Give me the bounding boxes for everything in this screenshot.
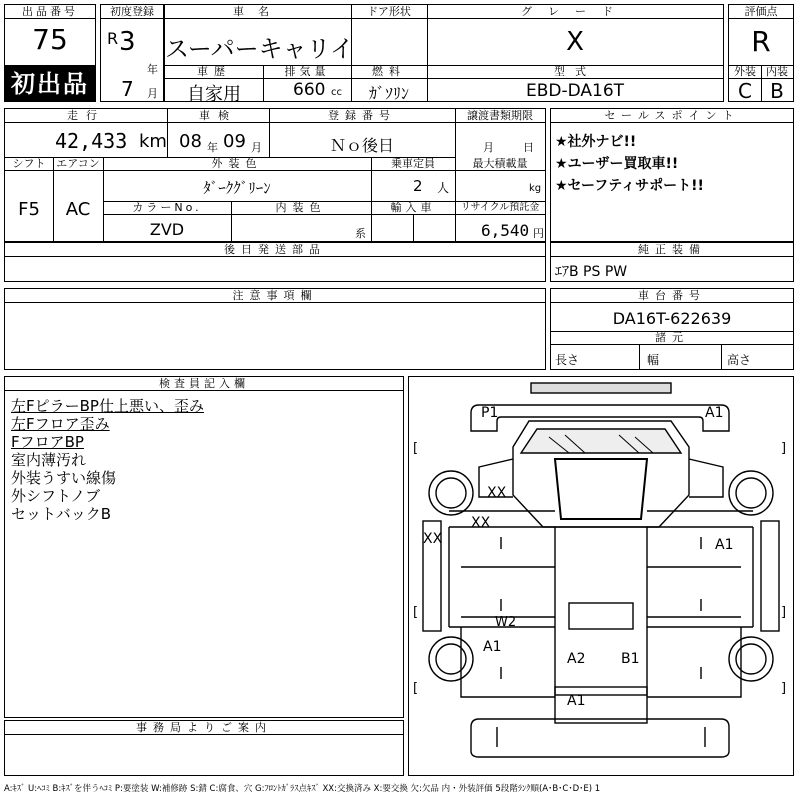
inspector-label: 検査員記入欄 bbox=[5, 377, 403, 391]
color-label: 外装色 bbox=[103, 157, 371, 171]
first-listing-badge: 初出品 bbox=[4, 66, 96, 102]
damage-mark: B1 bbox=[621, 651, 640, 667]
color-no: ZVD bbox=[149, 220, 185, 239]
model-label: 型式 bbox=[427, 65, 723, 79]
registration-label: 登録番号 bbox=[269, 109, 455, 123]
truck-diagram bbox=[409, 377, 793, 775]
inspector-line: 左Fフロア歪み bbox=[11, 415, 110, 433]
displacement: 660 bbox=[293, 80, 326, 100]
office-box bbox=[4, 720, 404, 776]
import-label: 輸入車 bbox=[371, 201, 455, 215]
fuel-label: 燃料 bbox=[351, 65, 427, 79]
inspector-line: 室内薄汚れ bbox=[11, 451, 87, 469]
damage-mark: XX bbox=[471, 515, 491, 531]
recycle: 6,540 bbox=[481, 221, 530, 240]
diagram-bracket: [ bbox=[413, 441, 419, 456]
equipment-box bbox=[550, 242, 794, 282]
chassis-number: DA16T-622639 bbox=[612, 309, 732, 328]
model: EBD-DA16T bbox=[525, 81, 625, 101]
chassis-box bbox=[550, 288, 794, 370]
office-label: 事務局よりご案内 bbox=[5, 721, 403, 735]
car-name: スーパーキャリイ bbox=[165, 35, 354, 63]
interior-color-label: 内装色 bbox=[231, 201, 371, 215]
max-load-label: 最大積載量 bbox=[455, 157, 545, 171]
shift: F5 bbox=[18, 199, 40, 220]
inspector-box bbox=[4, 376, 404, 718]
damage-mark: A1 bbox=[705, 405, 724, 421]
score-label: 評価点 bbox=[729, 5, 793, 19]
fuel: ｶﾞｿﾘﾝ bbox=[368, 84, 409, 103]
history: 自家用 bbox=[187, 84, 241, 105]
color: ﾀﾞｰｸｸﾞﾘｰﾝ bbox=[203, 179, 271, 197]
legend-text: A:ｷｽﾞ U:ﾍｺﾐ B:ｷｽﾞを伴うﾍｺﾐ P:要塗装 W:補修跡 S:錆 C:腐食、穴 G:ﾌﾛﾝﾄｶﾞﾗｽ点ｷｽﾞ XX:交換済み X:要交換 欠:欠品 内・外装評価 5段階ﾗﾝｸ順(A･B･C･D･E) 1 bbox=[4, 784, 601, 794]
sales-point-item: ★セーフティサポート!! bbox=[555, 178, 704, 194]
inspector-line: 外装うすい線傷 bbox=[11, 469, 117, 487]
history-label: 車歴 bbox=[165, 65, 263, 79]
lot-number: 75 bbox=[32, 23, 68, 56]
height-label: 高さ bbox=[727, 353, 752, 367]
damage-mark: A1 bbox=[483, 639, 502, 655]
equipment-value: ｴｱB PS PW bbox=[555, 264, 628, 280]
door-label: ドア形状 bbox=[351, 5, 427, 19]
grade: X bbox=[566, 27, 584, 57]
lot-number-box bbox=[4, 4, 96, 66]
chassis-label: 車台番号 bbox=[551, 289, 793, 303]
displacement-label: 排気量 bbox=[263, 65, 351, 79]
displacement-unit: cc bbox=[331, 87, 342, 98]
vehicle-header-box bbox=[164, 4, 724, 105]
transfer-month-unit: 月 bbox=[483, 141, 494, 154]
width-label: 幅 bbox=[647, 353, 660, 367]
diagram-bracket: ] bbox=[781, 681, 787, 696]
damage-diagram-box bbox=[408, 376, 794, 776]
era-year: 3 bbox=[119, 27, 136, 57]
month: 7 bbox=[121, 77, 134, 101]
sales-points-box bbox=[550, 108, 794, 242]
damage-mark: A1 bbox=[567, 693, 586, 709]
era: R bbox=[107, 29, 119, 48]
recycle-unit: 円 bbox=[533, 227, 544, 240]
diagram-bracket: [ bbox=[413, 605, 419, 620]
inspector-line: 外シフトノブ bbox=[11, 487, 101, 505]
diagram-bracket: [ bbox=[413, 681, 419, 696]
sales-point-item: ★ユーザー買取車!! bbox=[555, 156, 679, 172]
mileage-unit: km bbox=[139, 131, 167, 152]
mileage-label: 走行 bbox=[5, 109, 167, 123]
later-parts-box bbox=[4, 242, 546, 282]
mileage: 42,433 bbox=[55, 129, 128, 153]
transfer-day-unit: 日 bbox=[523, 141, 534, 154]
inspector-line: FフロアBP bbox=[11, 433, 84, 451]
inspection-year-unit: 年 bbox=[207, 141, 218, 154]
transfer-label: 譲渡書類期限 bbox=[455, 109, 545, 123]
first-registration-label: 初度登録 bbox=[101, 5, 163, 19]
year-unit: 年 bbox=[147, 63, 158, 76]
max-load-unit: kg bbox=[529, 183, 542, 194]
shift-label: シフト bbox=[5, 157, 53, 171]
notes-box bbox=[4, 288, 546, 370]
lot-number-label: 出品番号 bbox=[5, 5, 95, 19]
grade-label: グレード bbox=[427, 5, 723, 19]
interior-color-suffix: 系 bbox=[355, 227, 366, 240]
month-unit: 月 bbox=[147, 87, 158, 100]
diagram-bracket: ] bbox=[781, 441, 787, 456]
score-box bbox=[728, 4, 794, 102]
registration: Ｎｏ後日 bbox=[329, 136, 394, 155]
damage-mark: P1 bbox=[481, 405, 499, 421]
exterior-grade: C bbox=[738, 79, 752, 103]
damage-mark: W2 bbox=[495, 615, 517, 630]
notes-label: 注意事項欄 bbox=[5, 289, 545, 303]
sales-points-label: セールスポイント bbox=[551, 109, 793, 123]
interior-grade: B bbox=[770, 79, 784, 103]
equipment-label: 純正装備 bbox=[551, 243, 793, 257]
car-name-label: 車名 bbox=[165, 5, 351, 19]
inspection-month: 09 bbox=[223, 131, 246, 152]
interior-label: 内装 bbox=[761, 65, 793, 79]
capacity-unit: 人 bbox=[437, 181, 450, 195]
diagram-bracket: ] bbox=[781, 605, 787, 620]
capacity: 2 bbox=[413, 177, 423, 195]
inspector-line: セットバックB bbox=[11, 505, 111, 523]
details-box bbox=[4, 108, 546, 242]
inspection-month-unit: 月 bbox=[251, 141, 262, 154]
score: R bbox=[751, 25, 771, 58]
ac-label: エアコン bbox=[53, 157, 103, 171]
inspection-year: 08 bbox=[179, 131, 202, 152]
inspector-line: 左FピラーBP仕上悪い、歪み bbox=[11, 397, 204, 415]
later-parts-label: 後日発送部品 bbox=[5, 243, 545, 257]
capacity-label: 乗車定員 bbox=[371, 157, 455, 171]
damage-mark: A1 bbox=[715, 537, 734, 553]
damage-mark: XX bbox=[487, 485, 507, 501]
dims-label: 諸元 bbox=[551, 331, 793, 345]
damage-mark: XX bbox=[423, 531, 443, 547]
exterior-label: 外装 bbox=[729, 65, 761, 79]
length-label: 長さ bbox=[555, 353, 580, 367]
first-registration-box bbox=[100, 4, 164, 102]
recycle-label: リサイクル預託金 bbox=[455, 201, 545, 215]
color-no-label: カラーNo. bbox=[103, 201, 231, 215]
inspection-label: 車検 bbox=[167, 109, 269, 123]
sales-point-item: ★社外ナビ!! bbox=[555, 134, 637, 150]
damage-mark: A2 bbox=[567, 651, 586, 667]
ac: AC bbox=[65, 199, 91, 220]
